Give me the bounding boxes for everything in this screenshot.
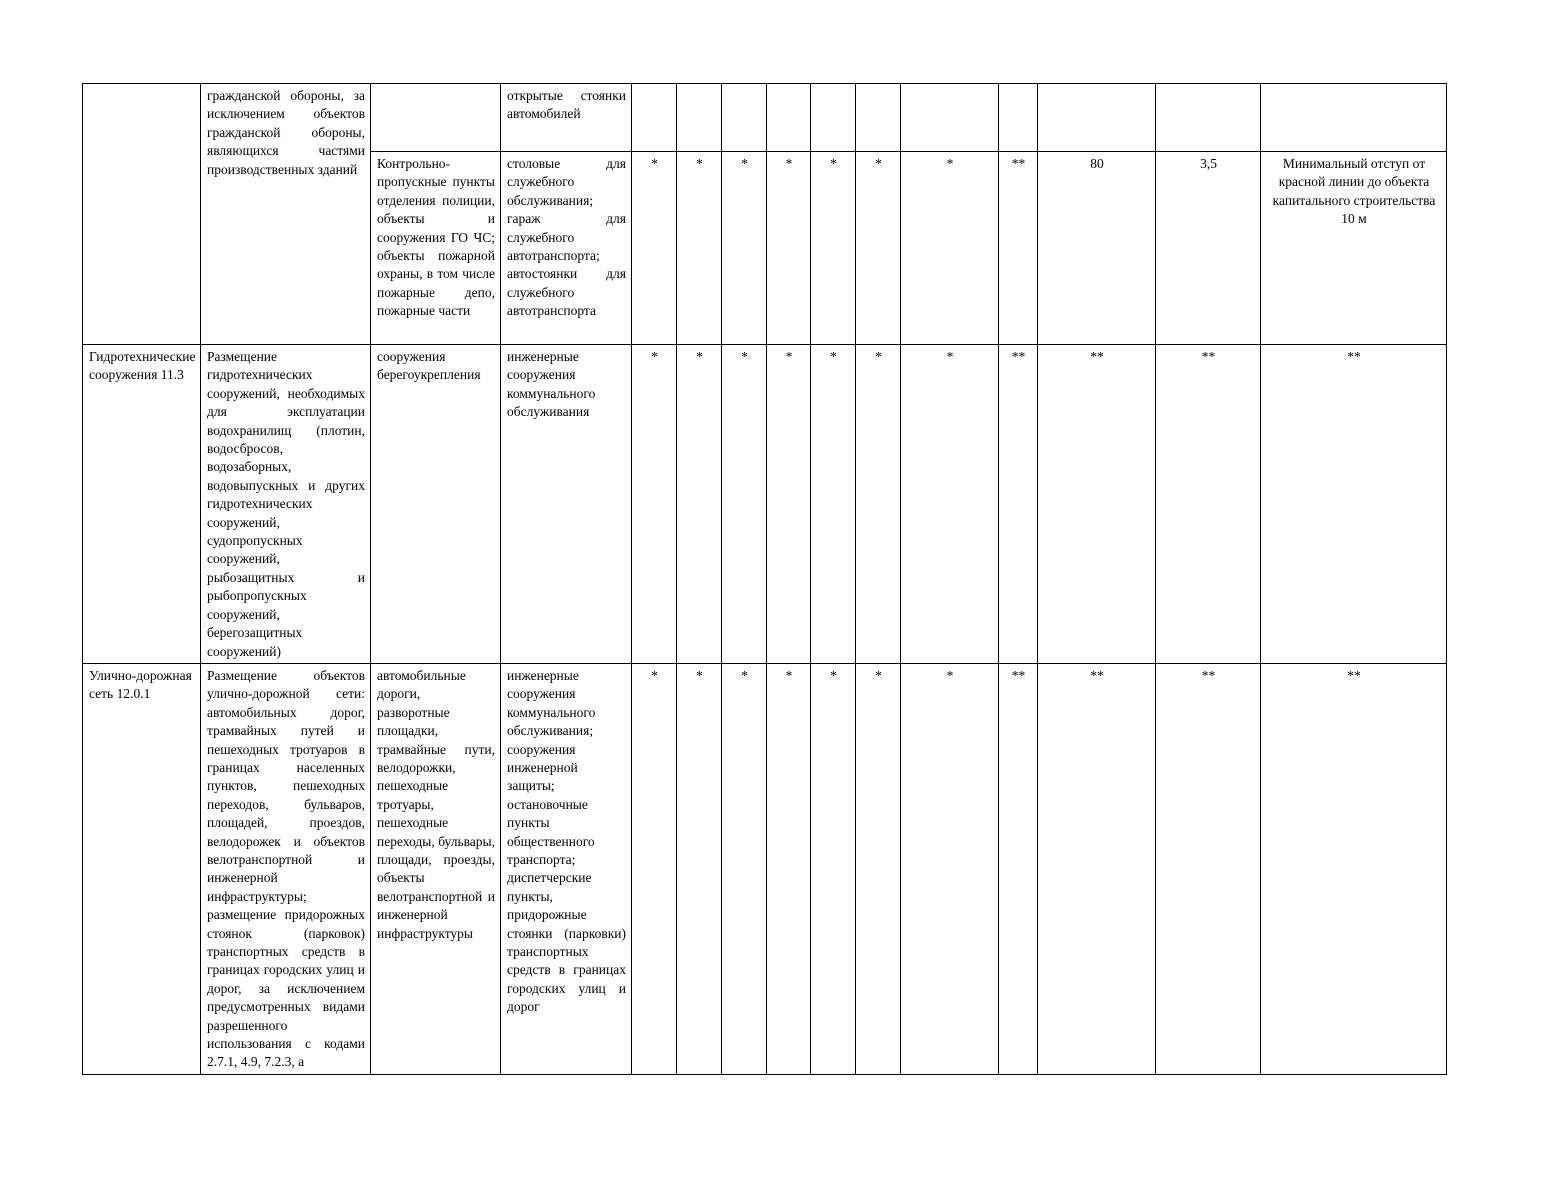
- param-cell: *: [677, 663, 722, 1074]
- param-cell: *: [856, 663, 901, 1074]
- param-cell: [811, 84, 856, 152]
- table-row: [83, 84, 1447, 152]
- param-cell: *: [632, 152, 677, 345]
- param-cell: *: [722, 345, 767, 664]
- main-kinds-cell: Контрольно-пропускные пункты отделения полиции, объекты и сооружения ГО ЧС; объекты пожарной охраны, в том числе пожарные депо, пожарные части: [371, 152, 501, 345]
- auxiliary-kinds-cell: открытые стоянки автомобилей: [501, 84, 632, 152]
- main-kinds-cell: [371, 84, 501, 152]
- param-cell: *: [856, 345, 901, 664]
- param-cell: *: [901, 345, 999, 664]
- param-cell: [677, 84, 722, 152]
- param-cell: **: [1156, 663, 1261, 1074]
- param-note-cell: Минимальный отступ от красной линии до объекта капитального строительства 10 м: [1261, 152, 1447, 345]
- param-cell: *: [811, 345, 856, 664]
- param-cell: [722, 84, 767, 152]
- param-cell: [1156, 84, 1261, 152]
- param-cell: *: [767, 345, 811, 664]
- param-cell: 80: [1038, 152, 1156, 345]
- param-cell: *: [722, 663, 767, 1074]
- param-cell: *: [677, 345, 722, 664]
- regulations-table: [82, 83, 1447, 1075]
- param-note-cell: **: [1261, 345, 1447, 664]
- kind-name-cell: Улично-дорожная сеть 12.0.1: [83, 663, 201, 1074]
- param-cell: *: [767, 663, 811, 1074]
- kind-name-cell: [83, 84, 201, 345]
- param-cell: *: [632, 663, 677, 1074]
- param-cell: *: [677, 152, 722, 345]
- param-cell: 3,5: [1156, 152, 1261, 345]
- kind-description-cell: гражданской обороны, за исключением объектов гражданской обороны, являющихся частями производственных зданий: [201, 84, 371, 345]
- auxiliary-kinds-cell: инженерные сооружения коммунального обслуживания: [501, 345, 632, 664]
- param-cell: **: [999, 663, 1038, 1074]
- param-cell: **: [1038, 663, 1156, 1074]
- param-cell: [767, 84, 811, 152]
- param-cell: **: [1038, 345, 1156, 664]
- kind-name-cell: Гидротехнические сооружения 11.3: [83, 345, 201, 664]
- param-cell: [901, 84, 999, 152]
- table-row: [83, 663, 1447, 1074]
- param-cell: *: [901, 152, 999, 345]
- main-kinds-cell: сооружения берегоукрепления: [371, 345, 501, 664]
- kind-description-cell: Размещение гидротехнических сооружений, необходимых для эксплуатации водохранилищ (плотин, водосбросов, водозаборных, водовыпускных и других гидротехнических сооружений, судопропускных сооружений, рыбозащитных и рыбопропускных сооружений, берегозащитных сооружений): [201, 345, 371, 664]
- param-cell: *: [811, 152, 856, 345]
- param-cell: **: [999, 345, 1038, 664]
- table-row: [83, 345, 1447, 664]
- kind-description-cell: Размещение объектов улично-дорожной сети: автомобильных дорог, трамвайных путей и пешеходных тротуаров в границах населенных пунктов, пешеходных переходов, бульваров, площадей, проездов, велодорожек и объектов велотранспортной и инженерной инфраструктуры; размещение придорожных стоянок (парковок) транспортных средств в границах городских улиц и дорог, за исключением предусмотренных видами разрешенного использования с кодами 2.7.1, 4.9, 7.2.3, а: [201, 663, 371, 1074]
- param-cell: *: [722, 152, 767, 345]
- main-kinds-cell: автомобильные дороги, разворотные площадки, трамвайные пути, велодорожки, пешеходные тротуары, пешеходные переходы, бульвары, площади, проезды, объекты велотранспортной и инженерной инфраструктуры: [371, 663, 501, 1074]
- param-note-cell: **: [1261, 663, 1447, 1074]
- param-cell: [856, 84, 901, 152]
- param-note-cell: [1261, 84, 1447, 152]
- param-cell: *: [901, 663, 999, 1074]
- param-cell: *: [767, 152, 811, 345]
- param-cell: **: [1156, 345, 1261, 664]
- param-cell: *: [856, 152, 901, 345]
- param-cell: [999, 84, 1038, 152]
- auxiliary-kinds-cell: столовые для служебного обслуживания; гараж для служебного автотранспорта; автостоянки для служебного автотранспорта: [501, 152, 632, 345]
- auxiliary-kinds-cell: инженерные сооружения коммунального обслуживания; сооружения инженерной защиты; остановочные пункты общественного транспорта; диспетчерские пункты, придорожные стоянки (парковки) транспортных средств в границах городских улиц и дорог: [501, 663, 632, 1074]
- param-cell: [1038, 84, 1156, 152]
- param-cell: *: [632, 345, 677, 664]
- param-cell: **: [999, 152, 1038, 345]
- param-cell: *: [811, 663, 856, 1074]
- param-cell: [632, 84, 677, 152]
